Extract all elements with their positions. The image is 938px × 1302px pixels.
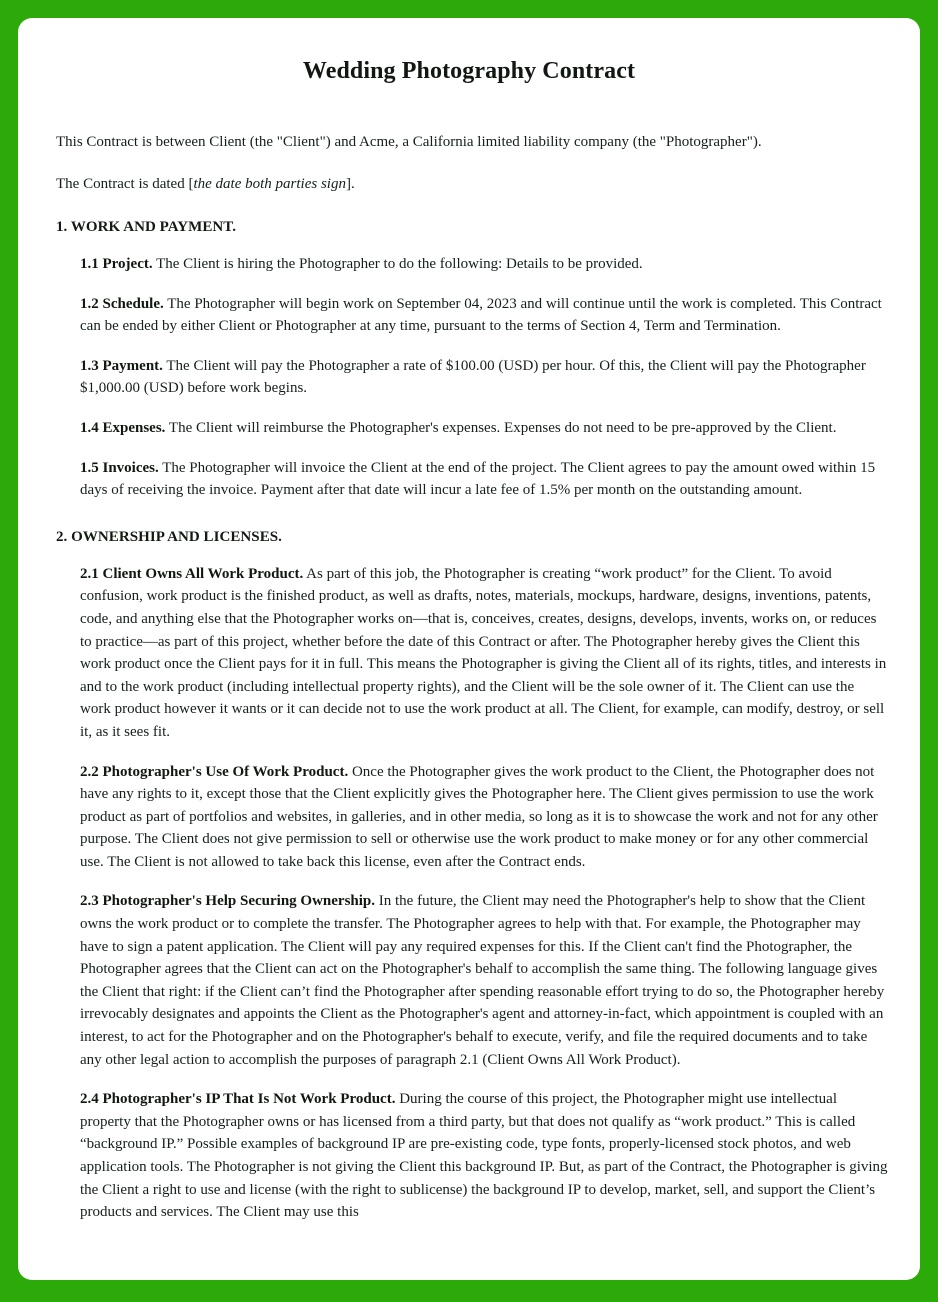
clause-2-4-label: 2.4 Photographer's IP That Is Not Work Product.	[80, 1091, 396, 1108]
clause-2-3-label: 2.3 Photographer's Help Securing Ownership.	[80, 893, 376, 910]
clause-1-1-text: The Client is hiring the Photographer to do the following: Details to be provided.	[152, 256, 643, 272]
clause-1-2	[40, 293, 898, 338]
clause-2-2-label: 2.2 Photographer's Use Of Work Product.	[80, 763, 349, 780]
contract-date-prefix: The Contract is dated [	[56, 175, 194, 192]
clause-1-4	[40, 417, 898, 440]
contract-date-paragraph	[40, 173, 898, 196]
clause-1-1-label: 1.1 Project.	[80, 256, 153, 272]
clause-2-3-text: In the future, the Client may need the Photographer's help to show that the Client owns the work product or to complete the transfer. The Photographer agrees to help with that. For example, the Photographer may have to sign a patent application. The Client will pay any required expenses for this. If the Client can't find the Photographer, the Photographer agrees that the Client can act on the Photographer's behalf to accomplish the same thing. The following language gives the Client that right: if the Client can’t find the Photographer after spending reasonable effort trying to do so, the Photographer hereby irrevocably designates and appoints the Client as the Photographer's agent and attorney-in-fact, which appointment is coupled with an interest, to act for the Photographer and on the Photographer's behalf to execute, verify, and file the required documents and to take any other legal action to accomplish the purposes of paragraph 2.1 (Client Owns All Work Product).	[80, 893, 885, 1068]
contract-date-suffix: ].	[345, 175, 355, 192]
page-title: Wedding Photography Contract	[302, 58, 636, 84]
parties-paragraph: This Contract is between Client (the "Client") and Acme, a California limited liability company (the "Photographer").	[56, 134, 762, 150]
clause-1-3-label: 1.3 Payment.	[80, 357, 163, 374]
clause-2-1-label: 2.1 Client Owns All Work Product.	[80, 565, 304, 582]
section-heading-1: 1. WORK AND PAYMENT.	[56, 219, 237, 235]
clause-1-2-text: The Photographer will begin work on September 04, 2023 and will continue until the work is completed. This Contract can be ended by either Client or Photographer at any time, pursuant to the terms of Section 4, Term and Termination.	[80, 295, 882, 335]
clause-2-4	[40, 1088, 898, 1224]
clause-2-3	[40, 890, 898, 1071]
clause-2-4-text: During the course of this project, the Photographer might use intellectual property that the Photographer owns or has licensed from a third party, but that does not qualify as “work product.” This is called “background IP.” Possible examples of background IP are pre-existing code, type fonts, properly-licensed stock photos, and web application tools. The Photographer is not giving the Client this background IP. But, as part of the Contract, the Photographer is giving the Client a right to use and license (with the right to sublicense) the background IP to develop, market, sell, and support the Client’s products and services. The Client may use this	[80, 1091, 888, 1221]
clause-1-5	[40, 457, 898, 502]
clause-1-4-label: 1.4 Expenses.	[80, 419, 166, 436]
contract-date-placeholder: the date both parties sign	[193, 175, 346, 192]
clause-2-2-text: Once the Photographer gives the work product to the Client, the Photographer does not have any rights to it, except those that the Client explicitly gives the Photographer here. The Client gives permission to use the work product as part of portfolios and websites, in galleries, and in other media, so long as it is to showcase the work and not for any other purpose. The Client does not give permission to sell or otherwise use the work product to make money or for any other commercial use. The Client is not allowed to take back this license, even after the Contract ends.	[80, 763, 878, 870]
clause-2-1-text: As part of this job, the Photographer is creating “work product” for the Client. To avoid confusion, work product is the finished product, as well as drafts, notes, materials, mockups, hardware, designs, inventions, patents, code, and anything else that the Photographer works on—that is, conceives, creates, designs, develops, invents, works on, or reduces to practice—as part of this project, whether before the date of this Contract or after. The Photographer hereby gives the Client this work product once the Client pays for it in full. This means the Photographer is giving the Client all of its rights, titles, and interests in and to the work product (including intellectual property rights), and the Client will be the sole owner of it. The Client can use the work product however it wants or it can decide not to use the work product at all. The Client, for example, can modify, destroy, or sell it, as it sees fit.	[80, 565, 887, 740]
clause-1-3	[40, 355, 898, 400]
document-card	[18, 18, 920, 1280]
clause-1-1	[40, 253, 898, 276]
clause-2-2	[40, 761, 898, 874]
clause-1-2-label: 1.2 Schedule.	[80, 295, 164, 312]
clause-1-5-label: 1.5 Invoices.	[80, 459, 159, 476]
clause-2-1	[40, 563, 898, 744]
clause-1-5-text: The Photographer will invoice the Client at the end of the project. The Client agrees to pay the amount owed within 15 days of receiving the invoice. Payment after that date will incur a late fee of 1.5% per month on the outstanding amount.	[80, 459, 876, 499]
clause-1-4-text: The Client will reimburse the Photographer's expenses. Expenses do not need to be pre-approved by the Client.	[165, 419, 837, 436]
section-heading-2: 2. OWNERSHIP AND LICENSES.	[56, 528, 282, 545]
clause-1-3-text: The Client will pay the Photographer a rate of $100.00 (USD) per hour. Of this, the Client will pay the Photographer $1,000.00 (USD) before work begins.	[80, 357, 866, 397]
